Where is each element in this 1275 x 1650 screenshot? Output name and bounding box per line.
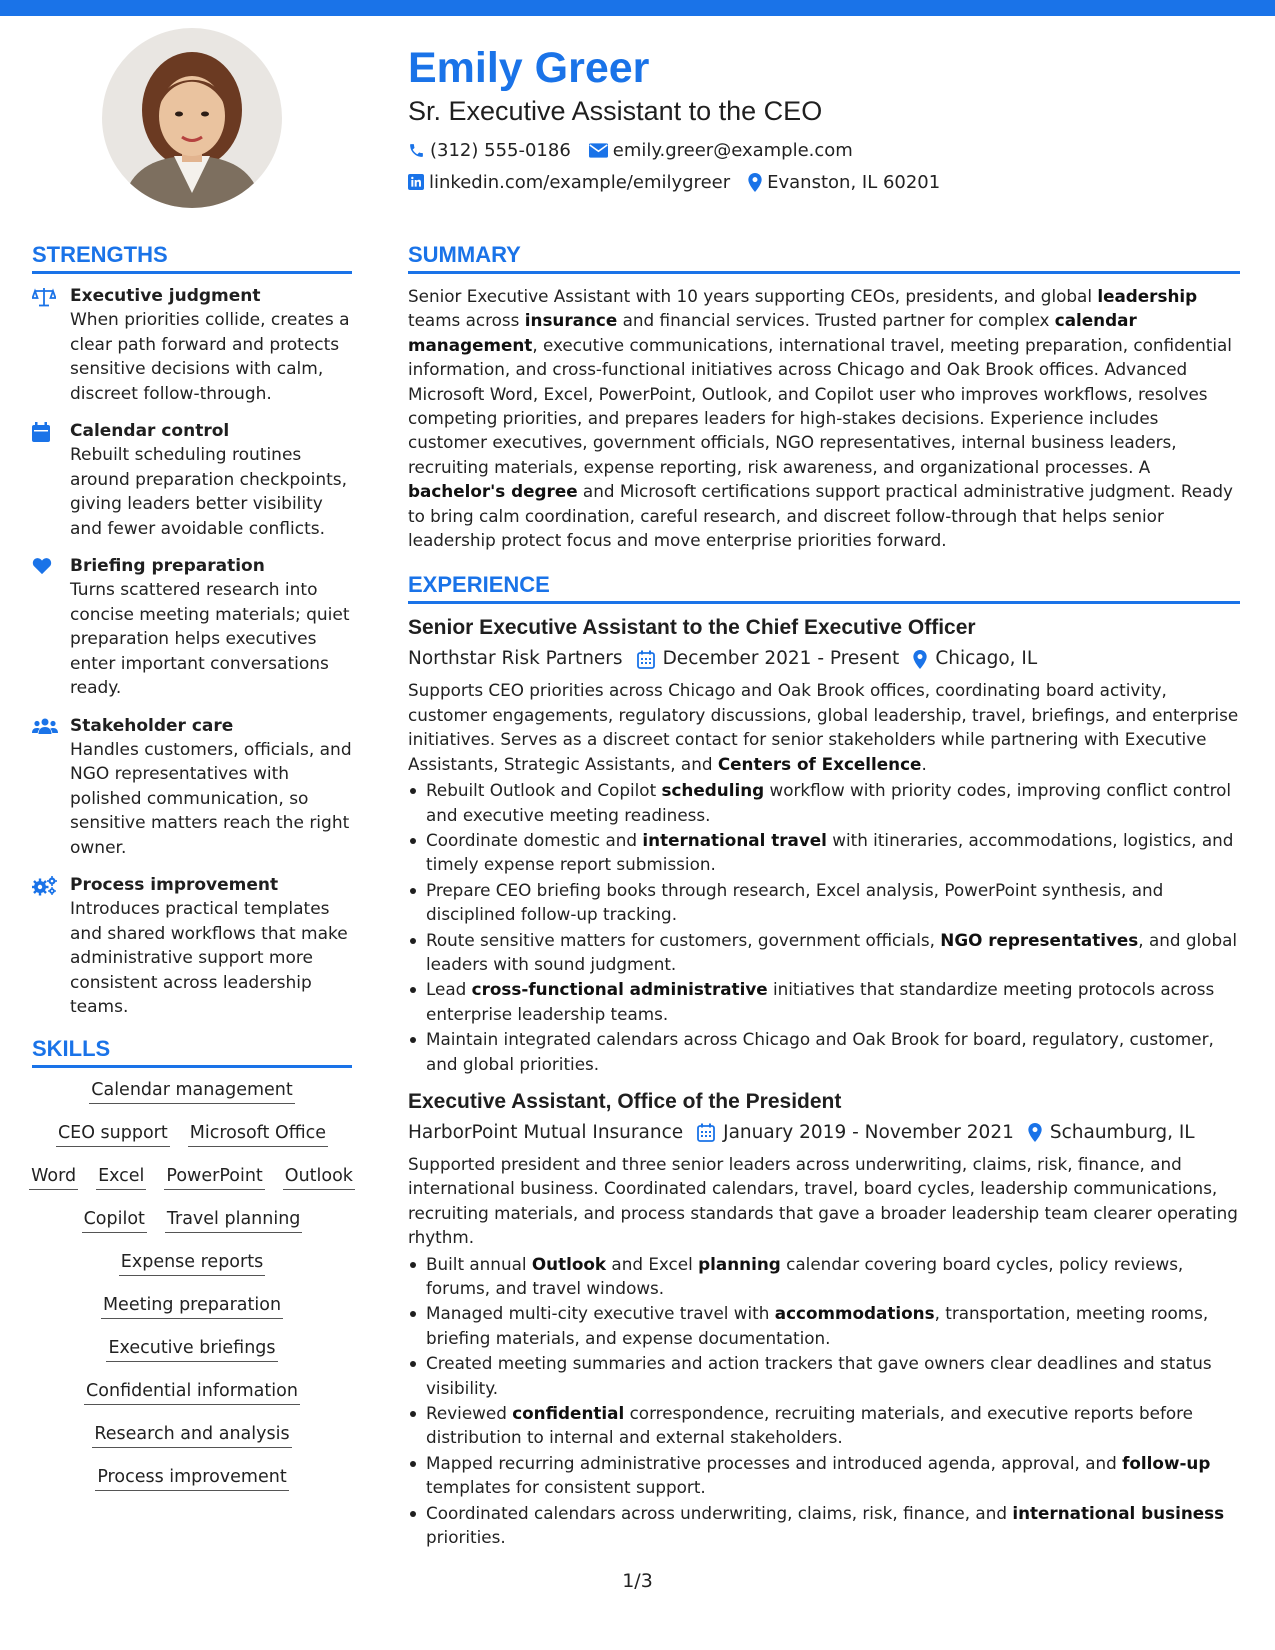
- text-run: Rebuilt Outlook and Copilot: [426, 780, 662, 801]
- emphasis-text: scheduling: [661, 780, 765, 801]
- location-text: Evanston, IL 60201: [767, 171, 941, 193]
- job-location-text: Chicago, IL: [935, 648, 1038, 670]
- bullet-item: [426, 1401, 1240, 1450]
- text-run: Senior Executive Assistant with 10 years supporting CEOs, presidents, and global: [408, 286, 1098, 306]
- job-dates-text: January 2019 - November 2021: [723, 1121, 1014, 1143]
- emphasis-text: insurance: [524, 310, 618, 331]
- strength-title: Calendar control: [70, 421, 230, 441]
- emphasis-text: confidential: [512, 1403, 625, 1424]
- bullet-item: [426, 1501, 1240, 1550]
- skill-tag: Calendar management: [89, 1078, 294, 1104]
- candidate-name: Emily Greer: [408, 44, 650, 92]
- left-column: [32, 240, 352, 1508]
- bullet-item: [426, 1301, 1240, 1350]
- users-icon: [32, 717, 58, 735]
- emphasis-text: accommodations: [774, 1303, 935, 1324]
- job-location: [1028, 1118, 1195, 1148]
- text-run: Coordinate domestic and: [426, 829, 643, 850]
- strengths-list: [32, 284, 352, 1020]
- emphasis-text: bachelor's degree: [408, 481, 578, 502]
- bullet-item: [426, 1451, 1240, 1500]
- text-run: correspondence, recruiting materials, and executive reports before distribution to internal and external stakeholders.: [426, 1403, 1193, 1448]
- skill-tag: Excel: [96, 1164, 146, 1190]
- emphasis-text: Centers of Excellence: [717, 753, 922, 774]
- text-run: and financial services. Trusted partner for complex: [617, 310, 1055, 331]
- resume-header: [408, 42, 1238, 198]
- strength-item: [32, 284, 352, 406]
- phone-number: (312) 555-0186: [430, 139, 571, 161]
- strength-item: [32, 554, 352, 701]
- envelope-icon: [589, 143, 608, 158]
- skill-tag: Copilot: [82, 1207, 147, 1233]
- skill-tag: Meeting preparation: [101, 1293, 283, 1319]
- emphasis-text: international travel: [642, 829, 827, 850]
- text-run: , and global leaders with sound judgment.: [426, 929, 1238, 974]
- job-bullets: [408, 1252, 1240, 1550]
- job-bullets: [408, 778, 1240, 1076]
- skill-tag: CEO support: [56, 1121, 170, 1147]
- skill-tag: Outlook: [283, 1164, 355, 1190]
- text-run: Prepare CEO briefing books through research, Excel analysis, PowerPoint synthesis, and disciplined follow-up tracking.: [426, 879, 1164, 925]
- job-company: HarborPoint Mutual Insurance: [408, 1121, 684, 1143]
- text-run: teams across: [408, 310, 525, 331]
- job-location: [913, 644, 1037, 674]
- strength-desc: Rebuilt scheduling routines around preparation checkpoints, giving leaders better visibility and fewer avoidable conflicts.: [70, 445, 348, 539]
- bullet-item: [426, 778, 1240, 827]
- contact-row-1: [408, 134, 1238, 166]
- summary-text: [408, 284, 1240, 552]
- text-run: .: [921, 753, 927, 774]
- bullet-item: [426, 1252, 1240, 1301]
- candidate-title: Sr. Executive Assistant to the CEO: [408, 96, 823, 126]
- strength-desc: Turns scattered research into concise meeting materials; quiet preparation helps executives enter important conversations ready.: [70, 580, 350, 698]
- text-run: calendar covering board cycles, policy reviews, forums, and travel windows.: [426, 1253, 1184, 1298]
- job-description: [408, 678, 1240, 776]
- calendar-icon: [32, 422, 50, 442]
- job-entry: [408, 614, 1240, 1076]
- email-address[interactable]: emily.greer@example.com: [612, 139, 853, 161]
- contact-row-2: [408, 166, 1238, 198]
- job-entry: [408, 1088, 1240, 1550]
- skill-tag: Expense reports: [119, 1250, 265, 1276]
- linkedin-contact[interactable]: [408, 172, 730, 193]
- strength-title: Briefing preparation: [70, 556, 265, 576]
- emphasis-text: follow-up: [1122, 1452, 1211, 1473]
- skill-tag: Confidential information: [84, 1379, 300, 1405]
- text-run: workflow with priority codes, improving conflict control and executive meeting readiness.: [426, 780, 1232, 825]
- bullet-item: [426, 928, 1240, 977]
- scale-icon: [32, 287, 56, 307]
- strength-desc: Handles customers, officials, and NGO representatives with polished communication, so sensitive matters reach the right owner.: [70, 739, 352, 858]
- bullet-item: [426, 828, 1240, 877]
- bullet-item: [426, 1027, 1240, 1076]
- profile-photo: [102, 28, 282, 208]
- job-dates: [697, 1118, 1014, 1148]
- location-contact: [748, 172, 940, 193]
- emphasis-text: Outlook: [531, 1253, 607, 1274]
- skill-tag: Process improvement: [95, 1465, 288, 1491]
- phone-icon: [408, 142, 425, 159]
- skill-tag: PowerPoint: [164, 1164, 264, 1190]
- text-run: , executive communications, international travel, meeting preparation, confidential information, and cross-functional initiatives across Chicago and Oak Brook offices. Advanced Microsoft Word, Excel, PowerPoint, Outlook, and Copilot user who improves workflows, resolves competing priorities, and prepares leaders for high-stakes decisions. Experience includes customer executives, government officials, NGO representatives, internal business leaders, recruiting materials, expense reporting, risk awareness, and organizational processes. A: [408, 334, 1232, 477]
- top-accent-bar: [0, 0, 1275, 16]
- skill-tag: Executive briefings: [106, 1336, 277, 1362]
- text-run: initiatives that standardize meeting protocols across enterprise leadership teams.: [426, 979, 1215, 1024]
- job-company: Northstar Risk Partners: [408, 648, 623, 670]
- strength-desc: When priorities collide, creates a clear path forward and protects sensitive decisions with calm, discreet follow-through.: [70, 310, 350, 404]
- text-run: , transportation, meeting rooms, briefing materials, and expense documentation.: [426, 1303, 1209, 1348]
- text-run: Supported president and three senior leaders across underwriting, claims, risk, finance, and international business. Coordinated calendars, travel, board cycles, leadership communications, recruiting materials, and process standards that gave a broader leadership team clearer operating rhythm.: [408, 1153, 1238, 1248]
- text-run: and Microsoft certifications support practical administrative judgment. Ready to bring calm coordination, careful research, and discreet follow-through that helps senior leadership protect focus and move enterprise priorities forward.: [408, 481, 1233, 551]
- linkedin-url[interactable]: linkedin.com/example/emilygreer: [429, 171, 731, 193]
- job-description: [408, 1152, 1240, 1250]
- text-run: priorities.: [426, 1527, 506, 1548]
- strength-item: [32, 873, 352, 1020]
- location-pin-icon: [748, 173, 762, 192]
- phone-contact: [408, 140, 571, 161]
- skill-tag: Research and analysis: [92, 1422, 291, 1448]
- strength-title: Executive judgment: [70, 286, 261, 306]
- text-run: templates for consistent support.: [426, 1477, 706, 1498]
- text-run: and Excel: [606, 1253, 699, 1274]
- job-title: Senior Executive Assistant to the Chief Executive Officer: [408, 616, 976, 640]
- text-run: with itineraries, accommodations, logistics, and timely expense report submission.: [426, 829, 1234, 875]
- strength-title: Stakeholder care: [70, 715, 234, 736]
- bullet-item: [426, 977, 1240, 1026]
- emphasis-text: leadership: [1097, 286, 1198, 306]
- text-run: Reviewed: [426, 1403, 513, 1424]
- gears-icon: [32, 876, 58, 896]
- text-run: Built annual: [426, 1253, 532, 1274]
- text-run: Maintain integrated calendars across Chicago and Oak Brook for board, regulatory, customer, and global priorities.: [426, 1029, 1214, 1074]
- experience-heading: EXPERIENCE: [408, 570, 1240, 604]
- page-number: 1/3: [622, 1570, 653, 1592]
- heart-icon: [32, 557, 52, 575]
- summary-heading: SUMMARY: [408, 240, 1240, 274]
- strengths-heading: STRENGTHS: [32, 240, 352, 274]
- emphasis-text: calendar management: [408, 310, 1137, 355]
- text-run: Route sensitive matters for customers, government officials,: [426, 929, 941, 950]
- skills-heading: SKILLS: [32, 1034, 352, 1068]
- job-dates-text: December 2021 - Present: [662, 648, 900, 670]
- emphasis-text: NGO representatives: [940, 929, 1139, 950]
- emphasis-text: cross-functional administrative: [471, 979, 768, 1000]
- job-meta: [408, 644, 1240, 674]
- linkedin-icon: [408, 174, 424, 190]
- text-run: Managed multi-city executive travel with: [426, 1303, 775, 1324]
- strength-desc: Introduces practical templates and shared workflows that make administrative support more consistent across leadership teams.: [70, 899, 348, 1017]
- job-meta: [408, 1118, 1240, 1148]
- text-run: Mapped recurring administrative processes and introduced agenda, approval, and: [426, 1452, 1123, 1473]
- job-dates: [637, 644, 900, 674]
- email-contact[interactable]: [589, 140, 853, 161]
- strength-item: [32, 419, 352, 541]
- skill-tag: Travel planning: [165, 1207, 303, 1233]
- job-title: Executive Assistant, Office of the President: [408, 1089, 842, 1113]
- location-pin-icon: [913, 650, 927, 669]
- location-pin-icon: [1028, 1123, 1042, 1142]
- text-run: Created meeting summaries and action trackers that gave owners clear deadlines and status visibility.: [426, 1353, 1212, 1398]
- calendar-icon: [637, 650, 655, 669]
- skill-tag: Microsoft Office: [188, 1121, 328, 1147]
- strength-item: [32, 714, 352, 861]
- skill-tag: Word: [29, 1164, 78, 1190]
- strength-title: Process improvement: [70, 875, 279, 895]
- emphasis-text: planning: [698, 1253, 781, 1274]
- calendar-icon: [697, 1123, 715, 1142]
- skills-list: [32, 1078, 352, 1491]
- job-location-text: Schaumburg, IL: [1049, 1121, 1195, 1143]
- text-run: Supports CEO priorities across Chicago and Oak Brook offices, coordinating board activity, customer engagements, regulatory discussions, global leadership, travel, briefings, and enterprise initiatives. Serves as a discreet contact for senior stakeholders while partnering with Executive Assistants, Strategic Assistants, and: [408, 680, 1239, 774]
- bullet-item: [426, 878, 1240, 927]
- right-column: [408, 240, 1240, 1550]
- emphasis-text: international business: [1012, 1502, 1225, 1523]
- text-run: Coordinated calendars across underwriting, claims, risk, finance, and: [426, 1502, 1013, 1523]
- text-run: Lead: [426, 979, 472, 1000]
- bullet-item: [426, 1351, 1240, 1400]
